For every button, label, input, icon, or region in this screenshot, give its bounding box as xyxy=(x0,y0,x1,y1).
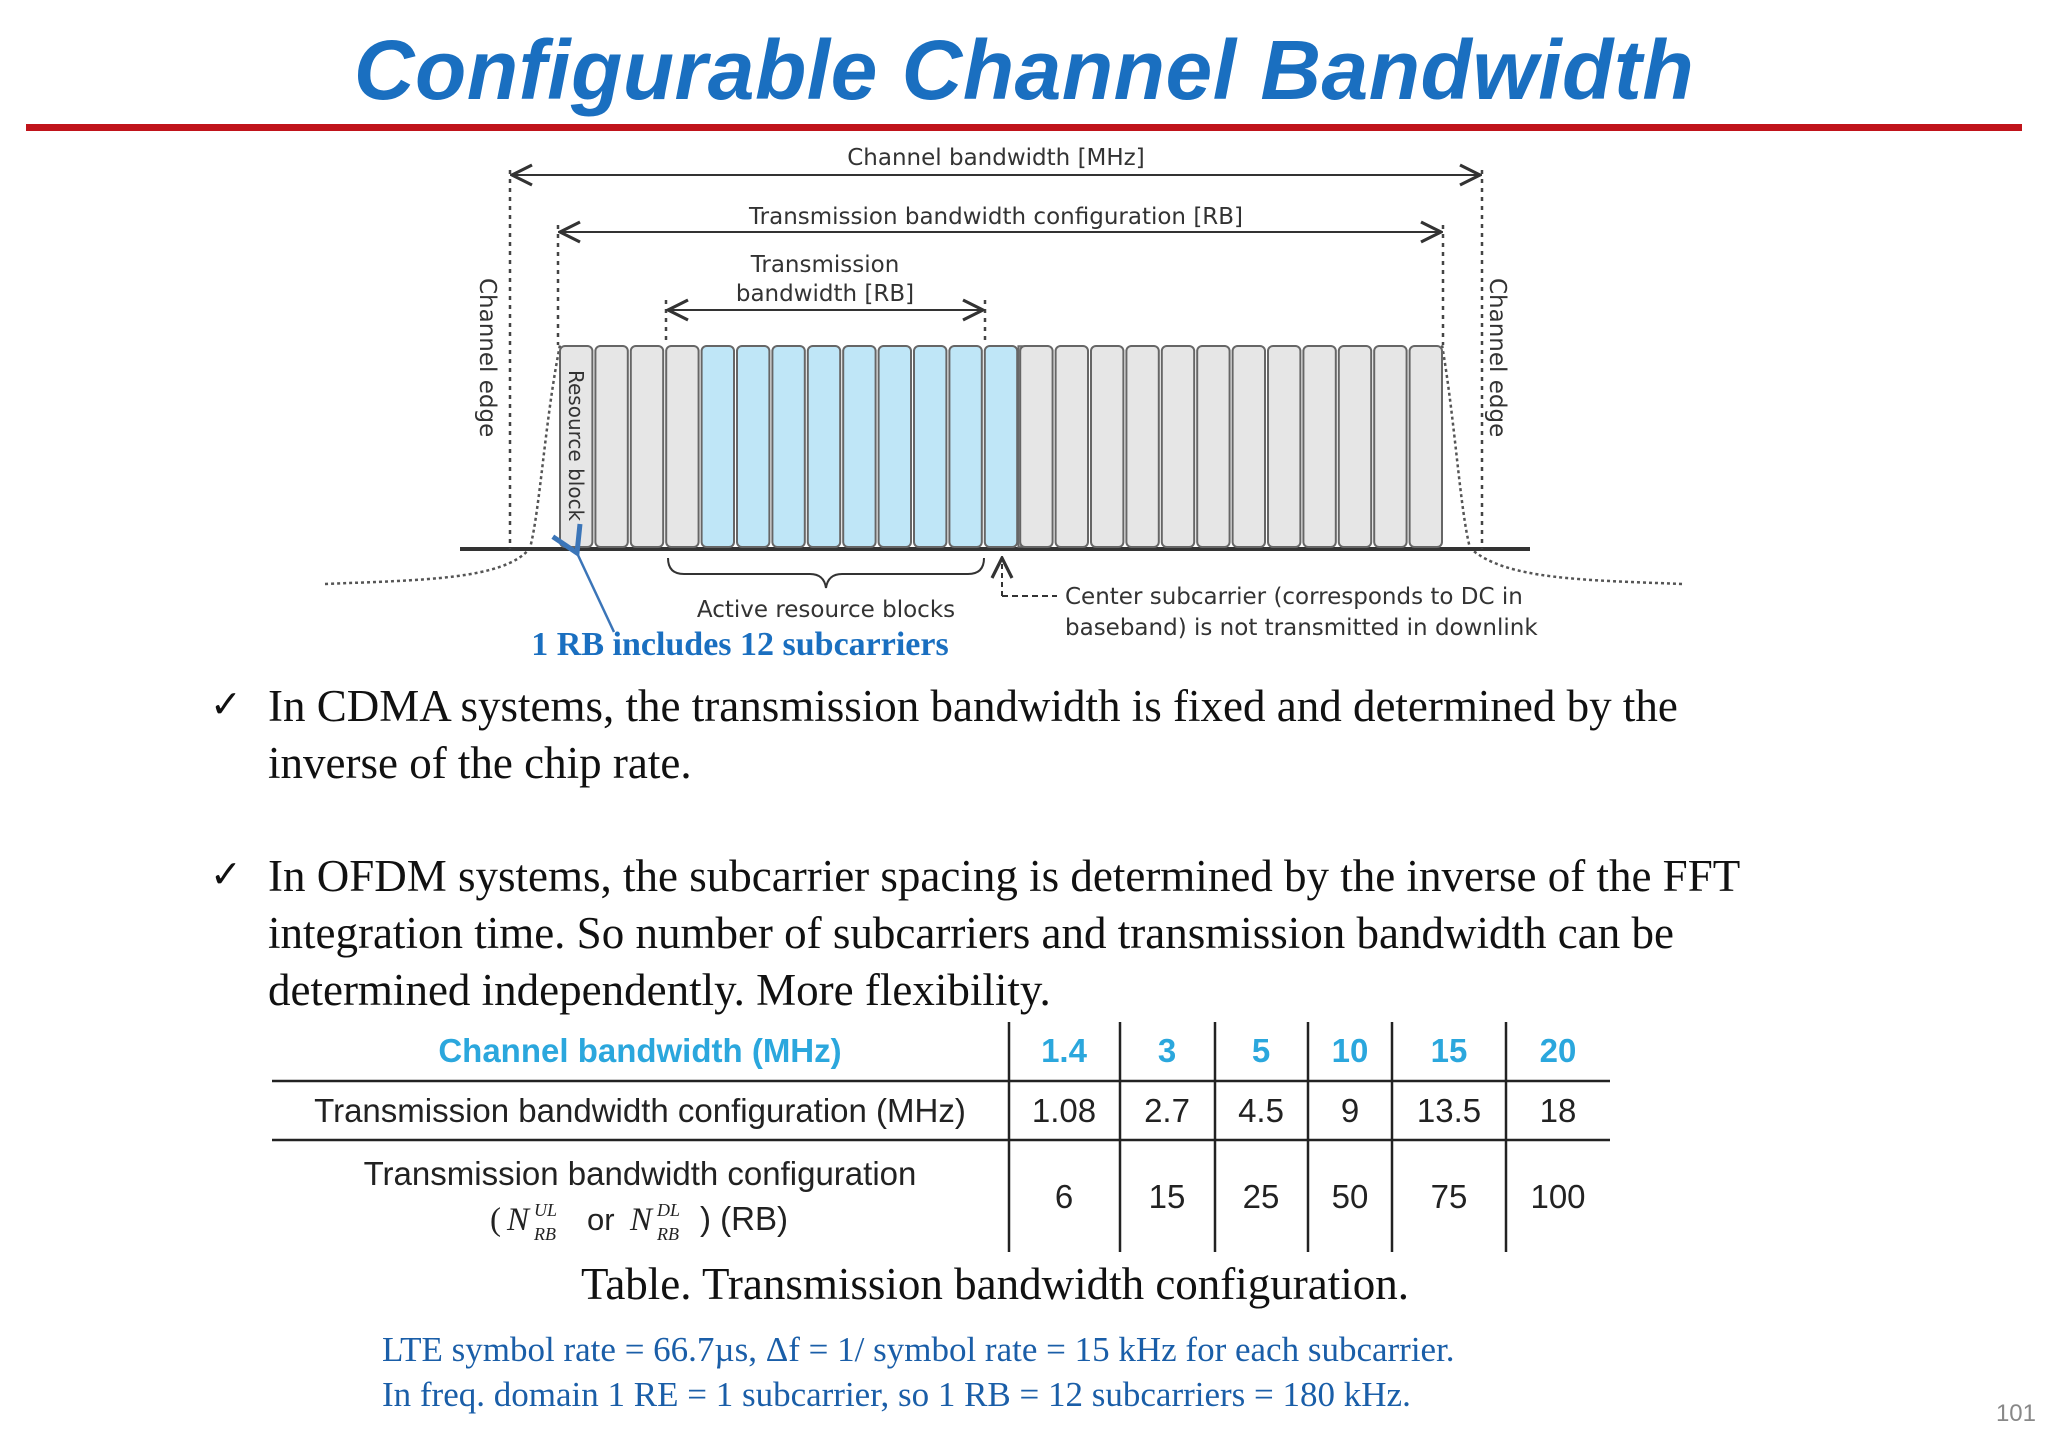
table-cell: 1.08 xyxy=(1031,1092,1097,1129)
formula-or: or xyxy=(587,1202,615,1237)
tx-bw-label-line2: bandwidth [RB] xyxy=(735,281,915,307)
formula-open: ( xyxy=(490,1202,501,1238)
resource-blocks xyxy=(560,346,1442,547)
resource-block xyxy=(1374,346,1406,547)
channel-edge-right-label: Channel edge xyxy=(1484,278,1510,438)
resource-block-label: Resource block xyxy=(564,370,588,522)
table-grid xyxy=(272,1018,1612,1258)
tx-config-label: Transmission bandwidth configuration [RB] xyxy=(748,204,1244,230)
bullet-text-line: In CDMA systems, the transmission bandwidth is fixed and determined by the xyxy=(268,681,1678,731)
table-header-cell: 5 xyxy=(1251,1032,1271,1069)
active-resource-block xyxy=(879,346,911,547)
resource-block xyxy=(1197,346,1229,547)
table-caption: Table. Transmission bandwidth configuration. xyxy=(580,1259,1410,1309)
page-number: 101 xyxy=(1995,1400,2036,1427)
table-cell: 25 xyxy=(1242,1178,1280,1215)
table-row-label: Transmission bandwidth configuration (MHz) xyxy=(314,1092,966,1129)
bullet-text-line: integration time. So number of subcarriers and transmission bandwidth can be xyxy=(268,908,1674,958)
center-subcarrier-line1: Center subcarrier (corresponds to DC in xyxy=(1065,584,1523,610)
bullet-text-line: determined independently. More flexibility. xyxy=(268,965,1051,1015)
active-resource-block xyxy=(985,346,1017,547)
table-cell: 75 xyxy=(1430,1178,1468,1215)
resource-block xyxy=(1126,346,1158,547)
bullet-list xyxy=(210,678,1850,1075)
rb-annotation-arrow xyxy=(577,553,614,632)
table-cell: 18 xyxy=(1539,1092,1577,1129)
resource-block xyxy=(1410,346,1442,547)
resource-block xyxy=(1056,346,1088,547)
active-resource-block xyxy=(772,346,804,547)
table-cell: 6 xyxy=(1054,1178,1074,1215)
note-line: LTE symbol rate = 66.7µs, Δf = 1/ symbol rate = 15 kHz for each subcarrier. xyxy=(382,1330,1455,1369)
active-rb-label: Active resource blocks xyxy=(696,597,956,623)
active-resource-block xyxy=(949,346,981,547)
table-cell: 9 xyxy=(1340,1092,1360,1129)
active-resource-block xyxy=(737,346,769,547)
formula-n-ul: N xyxy=(507,1202,530,1238)
resource-block xyxy=(1233,346,1265,547)
table-cell: 100 xyxy=(1530,1178,1586,1215)
resource-block xyxy=(1020,346,1052,547)
nrb-formula xyxy=(490,1200,788,1244)
resource-block xyxy=(1303,346,1335,547)
table-header-cell: 3 xyxy=(1157,1032,1177,1069)
table-cell: 50 xyxy=(1331,1178,1369,1215)
slide-title: Configurable Channel Bandwidth xyxy=(353,23,1695,117)
note-line: In freq. domain 1 RE = 1 subcarrier, so 1 RB = 12 subcarriers = 180 kHz. xyxy=(382,1375,1411,1414)
table-cell: 15 xyxy=(1148,1178,1186,1215)
table-header-cell: 15 xyxy=(1430,1032,1468,1069)
table-header-cell: 1.4 xyxy=(1041,1032,1087,1069)
bullet-text-line: In OFDM systems, the subcarrier spacing is determined by the inverse of the FFT xyxy=(268,851,1741,901)
bullet-text-line: inverse of the chip rate. xyxy=(268,738,692,788)
active-resource-block xyxy=(808,346,840,547)
bandwidth-diagram xyxy=(0,0,2048,680)
resource-block xyxy=(1162,346,1194,547)
formula-n-dl: N xyxy=(630,1202,653,1238)
tx-bw-label-line1: Transmission xyxy=(750,252,900,278)
table-header-cell: 10 xyxy=(1331,1032,1369,1069)
formula-ul-sub: RB xyxy=(534,1224,556,1244)
table-header-label: Channel bandwidth (MHz) xyxy=(438,1032,842,1069)
checkmark-icon: ✓ xyxy=(210,852,242,896)
resource-block xyxy=(666,346,698,547)
active-rb-brace xyxy=(668,558,984,588)
table-cell: 2.7 xyxy=(1144,1092,1190,1129)
resource-block xyxy=(1339,346,1371,547)
table-cell: 13.5 xyxy=(1416,1092,1482,1129)
active-resource-block xyxy=(702,346,734,547)
resource-block xyxy=(631,346,663,547)
table-cell: 4.5 xyxy=(1238,1092,1284,1129)
table-header-cell: 20 xyxy=(1539,1032,1577,1069)
resource-block xyxy=(1268,346,1300,547)
formula-dl-sub: RB xyxy=(657,1224,679,1244)
formula-dl-sup: DL xyxy=(657,1200,681,1220)
bullet-cdma xyxy=(210,678,1850,792)
checkmark-icon: ✓ xyxy=(210,682,242,726)
channel-bw-label: Channel bandwidth [MHz] xyxy=(847,145,1145,171)
center-subcarrier-line2: baseband) is not transmitted in downlink xyxy=(1065,615,1538,641)
rb-annotation: 1 RB includes 12 subcarriers xyxy=(531,626,949,663)
active-resource-block xyxy=(843,346,875,547)
bandwidth-table xyxy=(272,1018,1612,1258)
resource-block xyxy=(595,346,627,547)
channel-edge-left-label: Channel edge xyxy=(474,278,500,438)
table-row-label: Transmission bandwidth configuration xyxy=(363,1155,917,1192)
formula-close: ) (RB) xyxy=(700,1200,788,1237)
resource-block xyxy=(1091,346,1123,547)
bullet-ofdm xyxy=(210,848,1850,1019)
active-resource-block xyxy=(914,346,946,547)
formula-ul-sup: UL xyxy=(534,1200,558,1220)
